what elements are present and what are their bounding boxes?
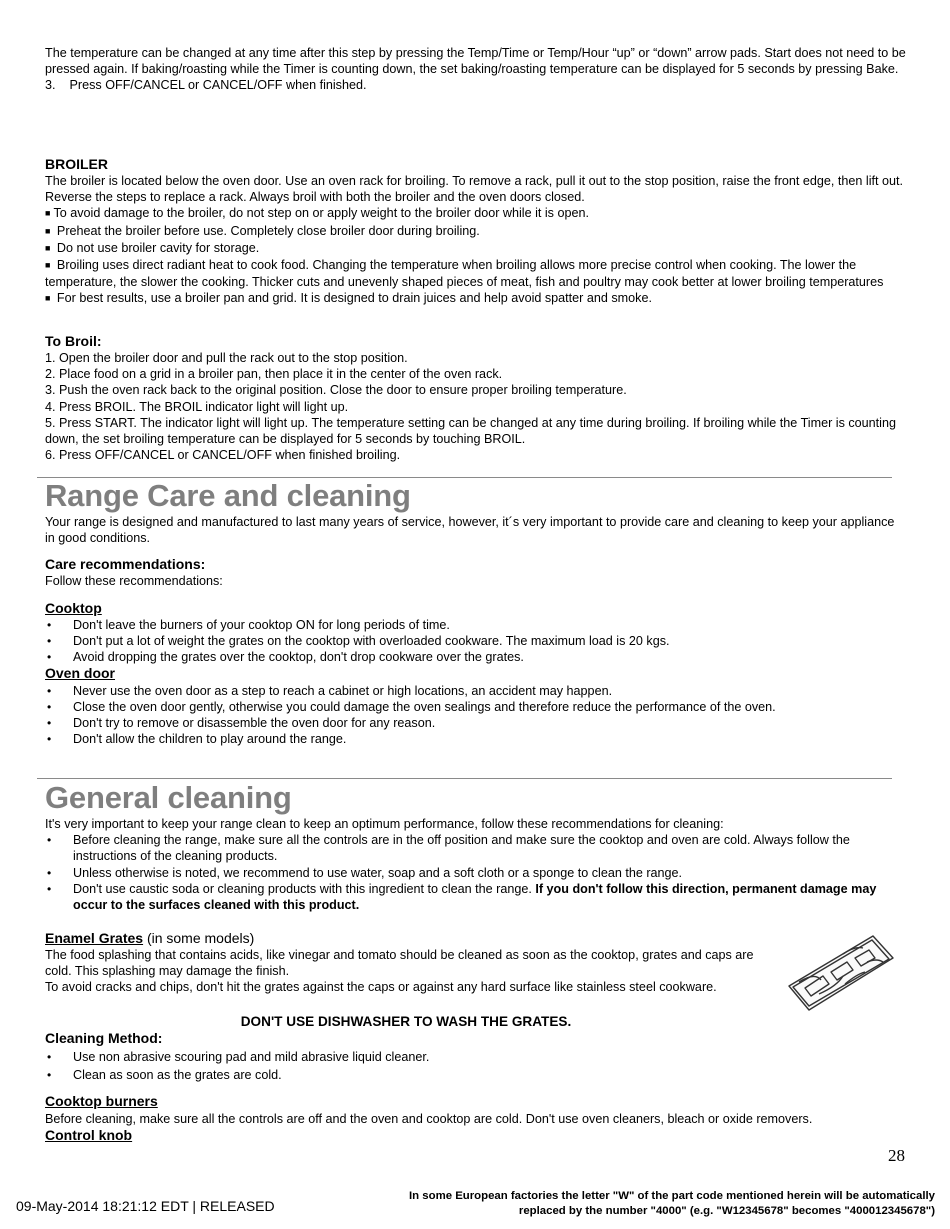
care-recommendations-heading: Care recommendations: xyxy=(45,556,206,573)
list-item xyxy=(45,881,907,913)
broiler-tip: ■ Broiling uses direct radiant heat to cook food. Changing the temperature when broiling allows more precise control when cooking. The lower the temperature, the slower the cooking. Thicker cuts and unevenly shaped pieces of meat, fish and poultry may cook better at lower broiling temperatures xyxy=(45,257,907,290)
list-item: • Clean as soon as the grates are cold. xyxy=(45,1067,907,1083)
part-code-notice-line: In some European factories the letter "W" of the part code mentioned herein will be automatically xyxy=(408,1190,935,1202)
general-cleaning-heading: General cleaning xyxy=(45,780,292,815)
control-knob-heading: Control knob xyxy=(45,1126,133,1143)
list-item: • Close the oven door gently, otherwise you could damage the oven sealings and therefore reduce the performance of the oven. xyxy=(45,699,907,715)
step-text: Press OFF/CANCEL or CANCEL/OFF when finished. xyxy=(69,78,367,93)
enamel-grates-paragraph: To avoid cracks and chips, don't hit the grates against the caps or against any hard surface like stainless steel cookware. xyxy=(45,980,717,995)
to-broil-step: 2. Place food on a grid in a broiler pan, then place it in the center of the oven rack. xyxy=(45,367,503,382)
general-cleaning-list xyxy=(45,832,907,913)
care-recommendations-text: Follow these recommendations: xyxy=(45,574,223,589)
broiler-tip: ■ To avoid damage to the broiler, do not step on or apply weight to the broiler door while it is open. xyxy=(45,205,907,222)
cleaning-method-section xyxy=(45,1013,907,1144)
oven-door-heading: Oven door xyxy=(45,665,116,682)
to-broil-step: 3. Push the oven rack back to the original position. Close the door to ensure proper broiling temperature. xyxy=(45,383,627,398)
cooktop-burners-text: Before cleaning, make sure all the controls are off and the oven and cooktop are cold. Don't use oven cleaners, bleach or oxide removers. xyxy=(45,1111,813,1126)
list-item: • Don't allow the children to play around the range. xyxy=(45,731,907,747)
to-broil-step: 1. Open the broiler door and pull the rack out to the stop position. xyxy=(45,351,408,365)
step-number: 3. xyxy=(45,78,56,93)
intro-section xyxy=(45,45,907,94)
enamel-grates-heading: Enamel Grates xyxy=(45,930,144,946)
list-item: • Unless otherwise is noted, we recommend to use water, soap and a soft cloth or a sponge to clean the range. xyxy=(45,865,907,881)
broiler-tip: ■ Do not use broiler cavity for storage. xyxy=(45,240,907,257)
broiler-tip: ■ For best results, use a broiler pan and grid. It is designed to drain juices and help avoid spatter and smoke. xyxy=(45,290,907,307)
broiler-section xyxy=(45,156,907,308)
to-broil-section xyxy=(45,333,907,463)
oven-door-list xyxy=(45,683,907,748)
list-item: • Don't try to remove or disassemble the oven door for any reason. xyxy=(45,715,907,731)
cooktop-burners-heading: Cooktop burners xyxy=(45,1093,158,1110)
cooktop-heading: Cooktop xyxy=(45,599,102,616)
list-item: • Avoid dropping the grates over the cooktop, don't drop cookware over the grates. xyxy=(45,649,907,665)
grate-illustration xyxy=(785,932,897,1014)
range-care-intro: Your range is designed and manufactured to last many years of service, however, it´s very important to provide care and cleaning to keep your appliance in good conditions. xyxy=(45,515,895,546)
general-cleaning-section xyxy=(45,780,907,913)
intro-step-3 xyxy=(45,77,907,93)
caustic-warning-text: Don't use caustic soda or cleaning products with this ingredient to clean the range. xyxy=(73,881,536,896)
list-item: • Use non abrasive scouring pad and mild abrasive liquid cleaner. xyxy=(45,1049,907,1065)
broiler-tip: ■ Preheat the broiler before use. Completely close broiler door during broiling. xyxy=(45,223,907,240)
part-code-notice xyxy=(335,1189,935,1219)
broiler-heading: BROILER xyxy=(45,156,108,172)
cooktop-list xyxy=(45,617,907,666)
enamel-grates-note: (in some models) xyxy=(143,930,255,946)
list-item: • Don't leave the burners of your cooktop ON for long periods of time. xyxy=(45,617,907,633)
cleaning-method-list xyxy=(45,1049,907,1083)
release-stamp: 09-May-2014 18:21:12 EDT | RELEASED xyxy=(16,1198,275,1214)
intro-paragraph: The temperature can be changed at any time after this step by pressing the Temp/Time or Temp/Hour “up” or “down” arrow pads. Start does not need to be pressed again. If baking/roasting while the Timer is counting down, the set baking/roasting temperature can be displayed for 5 seconds by pressing Bake. xyxy=(45,46,906,77)
to-broil-step: 4. Press BROIL. The BROIL indicator light will light up. xyxy=(45,399,349,414)
enamel-grates-section xyxy=(45,930,757,996)
to-broil-step: 6. Press OFF/CANCEL or CANCEL/OFF when finished broiling. xyxy=(45,448,401,463)
page-number: 28 xyxy=(888,1146,905,1165)
range-care-heading: Range Care and cleaning xyxy=(45,478,411,513)
list-item: • Don't put a lot of weight the grates on the cooktop with overloaded cookware. The maximum load is 20 kgs. xyxy=(45,633,907,649)
list-item: • Before cleaning the range, make sure all the controls are in the off position and make sure the cooktop and oven are cold. Always follow the instructions of the cleaning products. xyxy=(45,832,907,864)
to-broil-step: 5. Press START. The indicator light will light up. The temperature setting can be changed at any time during broiling. If broiling while the Timer is counting down, the set broiling temperature can be displayed for 5 seconds by touching BROIL. xyxy=(45,415,896,447)
list-item: • Never use the oven door as a step to reach a cabinet or high locations, an accident may happen. xyxy=(45,683,907,699)
broiler-description: The broiler is located below the oven door. Use an oven rack for broiling. To remove a rack, pull it out to the stop position, raise the front edge, then lift out. Reverse the steps to replace a rack. Always broil with both the broiler and the oven doors closed. xyxy=(45,174,904,205)
cleaning-method-heading: Cleaning Method: xyxy=(45,1030,163,1046)
dishwasher-warning: DON'T USE DISHWASHER TO WASH THE GRATES. xyxy=(240,1014,572,1029)
part-code-notice-line: replaced by the number "4000" (e.g. "W12345678" becomes "400012345678") xyxy=(518,1205,935,1217)
general-cleaning-intro: It's very important to keep your range clean to keep an optimum performance, follow these recommendations for cleaning: xyxy=(45,817,724,831)
enamel-grates-paragraph: The food splashing that contains acids, like vinegar and tomato should be cleaned as soon as the cooktop, grates and caps are cold. This splashing may damage the finish. xyxy=(45,948,754,979)
caustic-warning-bold: If you don't follow this direction, permanent damage may occur to the surfaces cleaned with this product. xyxy=(73,881,877,913)
range-care-section xyxy=(45,478,907,747)
section-divider xyxy=(37,778,892,779)
to-broil-heading: To Broil: xyxy=(45,333,102,349)
